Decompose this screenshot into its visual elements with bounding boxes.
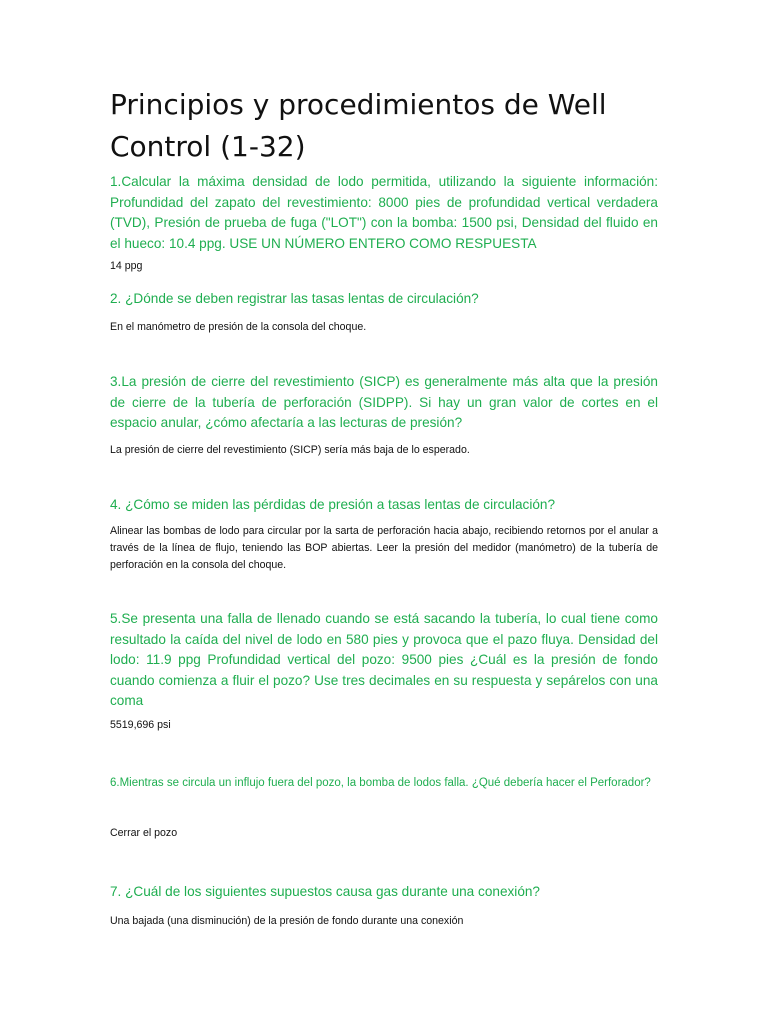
answer-3: La presión de cierre del revestimiento (SICP) sería más baja de lo esperado. bbox=[110, 444, 470, 456]
answer-2: En el manómetro de presión de la consola del choque. bbox=[110, 321, 367, 333]
question-5: 5.Se presenta una falla de llenado cuando se está sacando la tubería, lo cual tiene como resultado la caída del nivel de lodo en 580 pies y provoca que el pazo fluya. Densidad del lodo: 11.9 ppg Profundidad vertical del pozo: 9500 pies ¿Cuál es la presión de fondo cuando comienza a fluir el pozo? Use tres decimales en su respuesta y sepárelos con una coma bbox=[110, 611, 658, 708]
answer-7: Una bajada (una disminución) de la presión de fondo durante una conexión bbox=[110, 915, 464, 927]
question-4: 4. ¿Cómo se miden las pérdidas de presión a tasas lentas de circulación? bbox=[110, 497, 556, 512]
answer-5: 5519,696 psi bbox=[110, 719, 171, 731]
answer-1: 14 ppg bbox=[110, 260, 143, 272]
answer-4: Alinear las bombas de lodo para circular por la sarta de perforación hacia abajo, recibiendo retornos por el anular a través de la línea de flujo, teniendo las BOP abiertas. Leer la presión del medidor (manómetro) de la tubería de perforación en la consola del choque. bbox=[110, 525, 658, 571]
question-6: 6.Mientras se circula un influjo fuera del pozo, la bomba de lodos falla. ¿Qué debería hacer el Perforador? bbox=[110, 777, 651, 789]
answer-6: Cerrar el pozo bbox=[110, 827, 178, 839]
question-3: 3.La presión de cierre del revestimiento (SICP) es generalmente más alta que la presión de cierre de la tubería de perforación (SIDPP). Si hay un gran valor de cortes en el espacio anular, ¿cómo afectaría a las lecturas de presión? bbox=[110, 374, 658, 430]
page-title: Principios y procedimientos de Well Control (1-32) bbox=[110, 88, 607, 163]
question-2: 2. ¿Dónde se deben registrar las tasas lentas de circulación? bbox=[110, 291, 479, 306]
question-1: 1.Calcular la máxima densidad de lodo permitida, utilizando la siguiente información: Profundidad del zapato del revestimiento: 8000 pies de profundidad vertical verdadera (TVD), Presión de prueba de fuga ("LOT") con la bomba: 1500 psi, Densidad del fluido en el hueco: 10.4 ppg. USE UN NÚMERO ENTERO COMO RESPUESTA bbox=[110, 174, 658, 251]
question-7: 7. ¿Cuál de los siguientes supuestos causa gas durante una conexión? bbox=[110, 884, 540, 899]
